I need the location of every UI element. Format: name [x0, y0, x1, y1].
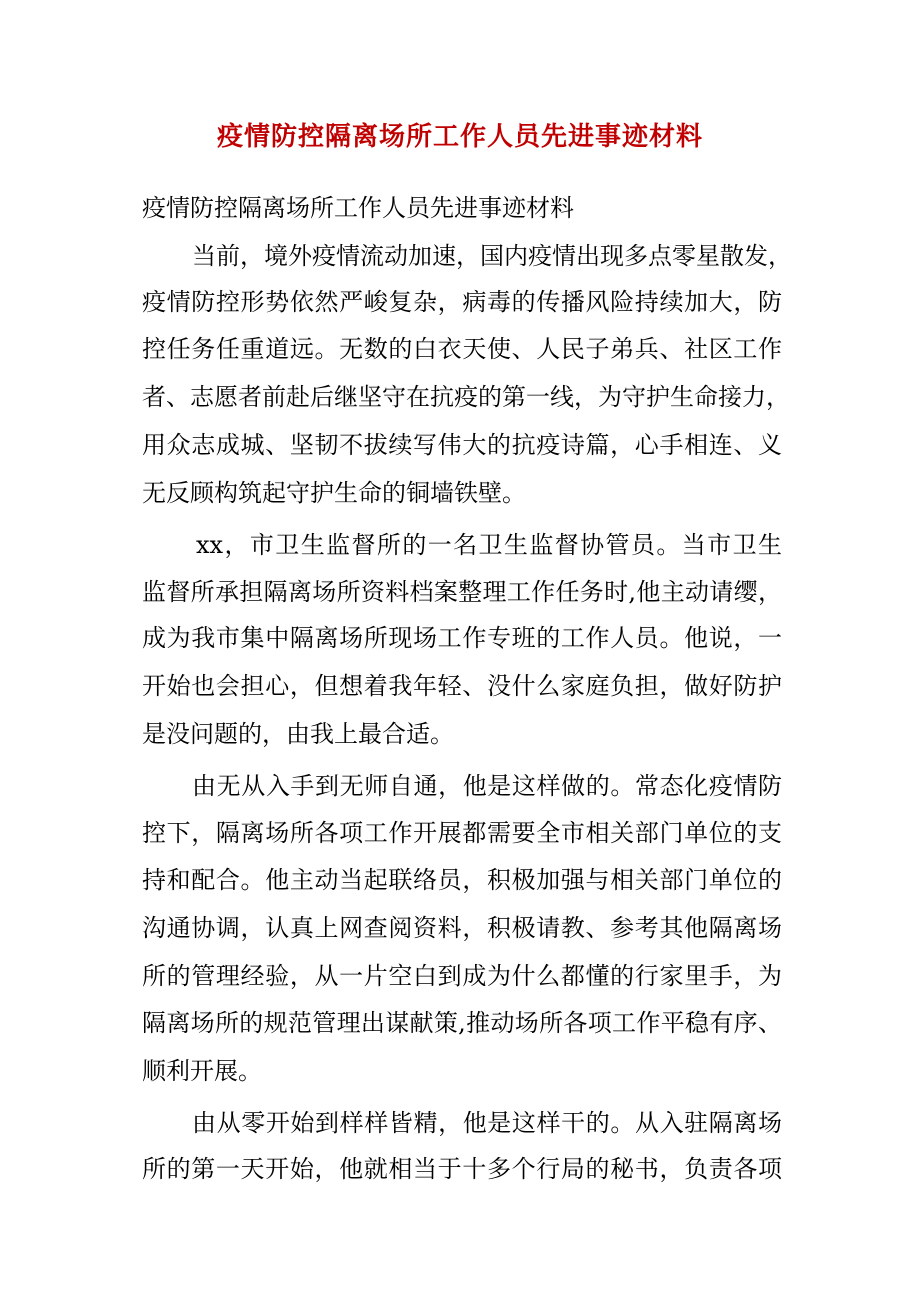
paragraph-1-line-5: 用众志成城、坚韧不拔续写伟大的抗疫诗篇，心手相连、义: [142, 431, 782, 459]
paragraph-4-line-2: 所的第一天开始，他就相当于十多个行局的秘书，负责各项: [142, 1155, 782, 1183]
paragraph-1-line-4: 者、志愿者前赴后继坚守在抗疫的第一线，为守护生命接力，: [142, 383, 790, 411]
paragraph-3-line-4: 沟通协调，认真上网查阅资料，积极请教、参考其他隔离场: [142, 914, 782, 942]
paragraph-2-line-1: xx，市卫生监督所的一名卫生监督协管员。当市卫生: [196, 531, 782, 559]
paragraph-2-line-2: 监督所承担隔离场所资料档案整理工作任务时,他主动请缨，: [142, 578, 782, 606]
paragraph-3-line-3: 持和配合。他主动当起联络员，积极加强与相关部门单位的: [142, 866, 782, 894]
paragraph-1-line-1: 当前，境外疫情流动加速，国内疫情出现多点零星散发，: [192, 242, 792, 270]
paragraph-2-line-4: 开始也会担心，但想着我年轻、没什么家庭负担，做好防护: [142, 672, 782, 700]
paragraph-3-line-6: 隔离场所的规范管理出谋献策,推动场所各项工作平稳有序、: [142, 1009, 782, 1037]
paragraph-3-line-1: 由无从入手到无师自通，他是这样做的。常态化疫情防: [192, 772, 782, 800]
document-title: 疫情防控隔离场所工作人员先进事迹材料: [216, 122, 703, 152]
document-subtitle: 疫情防控隔离场所工作人员先进事迹材料: [142, 194, 574, 222]
paragraph-1-line-6: 无反顾构筑起守护生命的铜墙铁壁。: [142, 479, 526, 507]
paragraph-2-line-3: 成为我市集中隔离场所现场工作专班的工作人员。他说，一: [142, 624, 782, 652]
paragraph-1-line-3: 控任务任重道远。无数的白衣天使、人民子弟兵、社区工作: [142, 335, 782, 363]
paragraph-3-line-2: 控下，隔离场所各项工作开展都需要全市相关部门单位的支: [142, 819, 782, 847]
paragraph-3-line-5: 所的管理经验，从一片空白到成为什么都懂的行家里手，为: [142, 962, 782, 990]
paragraph-1-line-2: 疫情防控形势依然严峻复杂，病毒的传播风险持续加大，防: [142, 288, 782, 316]
paragraph-4-line-1: 由从零开始到样样皆精，他是这样干的。从入驻隔离场: [192, 1109, 782, 1137]
paragraph-2-line-5: 是没问题的，由我上最合适。: [142, 720, 454, 748]
paragraph-3-line-7: 顺利开展。: [142, 1057, 262, 1085]
